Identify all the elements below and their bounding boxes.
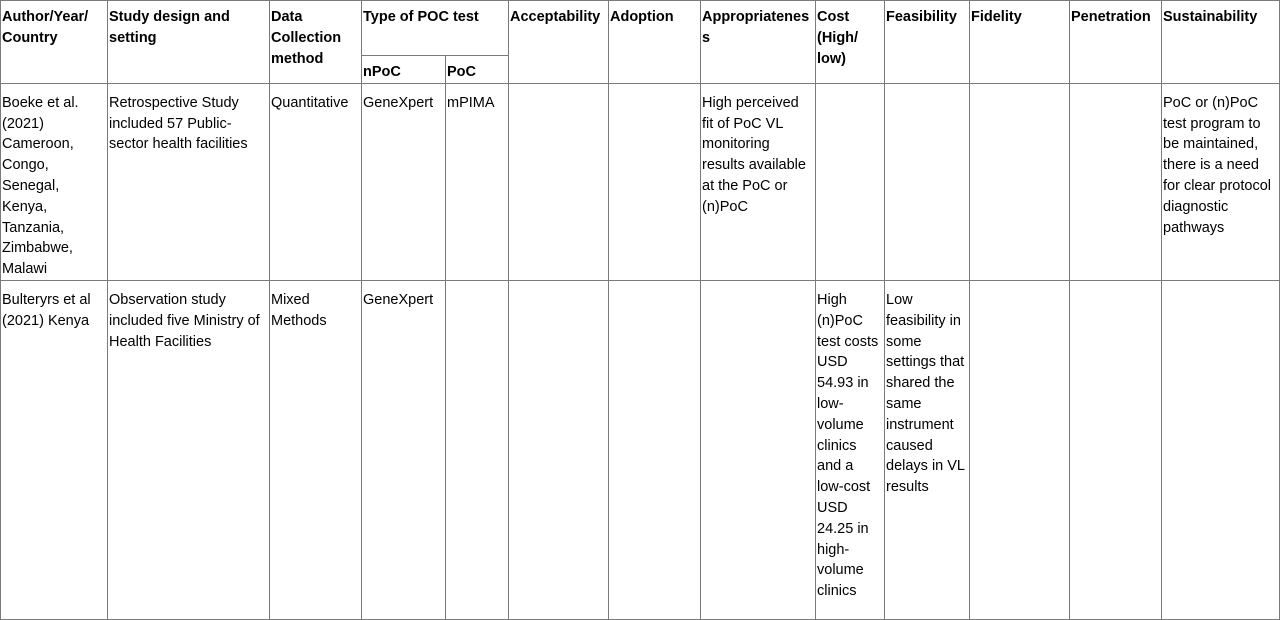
cell-appropriateness: High perceived fit of PoC VL monitoring results available at the PoC or (n)PoC: [701, 83, 816, 280]
header-author: Author/Year/ Country: [1, 1, 108, 84]
cell-sustainability: [1162, 280, 1280, 619]
cell-fidelity: [970, 83, 1070, 280]
header-data-collection: Data Collection method: [270, 1, 362, 84]
cell-appropriateness: [701, 280, 816, 619]
header-npoc: nPoC: [362, 56, 446, 84]
cell-cost: High (n)PoC test costs USD 54.93 in low-volume clinics and a low-cost USD 24.25 in high-volume clinics: [816, 280, 885, 619]
cell-data-collection: Quantitative: [270, 83, 362, 280]
header-fidelity: Fidelity: [970, 1, 1070, 84]
header-sustainability: Sustainability: [1162, 1, 1280, 84]
cell-study-design: Observation study included five Ministry of Health Facilities: [108, 280, 270, 619]
header-study-design: Study design and setting: [108, 1, 270, 84]
header-row: [1, 1, 1280, 56]
header-penetration: Penetration: [1070, 1, 1162, 84]
cell-npoc: GeneXpert: [362, 83, 446, 280]
cell-acceptability: [509, 280, 609, 619]
header-poc-type: Type of POC test: [362, 1, 509, 56]
header-feasibility: Feasibility: [885, 1, 970, 84]
cell-study-design: Retrospective Study included 57 Public-sector health facilities: [108, 83, 270, 280]
table-row: [1, 83, 1280, 280]
cell-penetration: [1070, 83, 1162, 280]
cell-data-collection: Mixed Methods: [270, 280, 362, 619]
cell-author: Boeke et al. (2021) Cameroon, Congo, Senegal, Kenya, Tanzania, Zimbabwe, Malawi: [1, 83, 108, 280]
header-cost: Cost (High/ low): [816, 1, 885, 84]
cell-author: Bulteryrs et al (2021) Kenya: [1, 280, 108, 619]
table-row: [1, 280, 1280, 619]
header-adoption: Adoption: [609, 1, 701, 84]
cell-npoc: GeneXpert: [362, 280, 446, 619]
cell-poc: [446, 280, 509, 619]
cell-poc: mPIMA: [446, 83, 509, 280]
cell-adoption: [609, 83, 701, 280]
cell-penetration: [1070, 280, 1162, 619]
cell-feasibility: Low feasibility in some settings that shared the same instrument caused delays in VL results: [885, 280, 970, 619]
cell-sustainability: PoC or (n)PoC test program to be maintained, there is a need for clear protocol diagnostic pathways: [1162, 83, 1280, 280]
cell-cost: [816, 83, 885, 280]
header-appropriateness: Appropriatenes s: [701, 1, 816, 84]
cell-fidelity: [970, 280, 1070, 619]
cell-adoption: [609, 280, 701, 619]
cell-feasibility: [885, 83, 970, 280]
header-poc: PoC: [446, 56, 509, 84]
cell-acceptability: [509, 83, 609, 280]
header-acceptability: Acceptability: [509, 1, 609, 84]
